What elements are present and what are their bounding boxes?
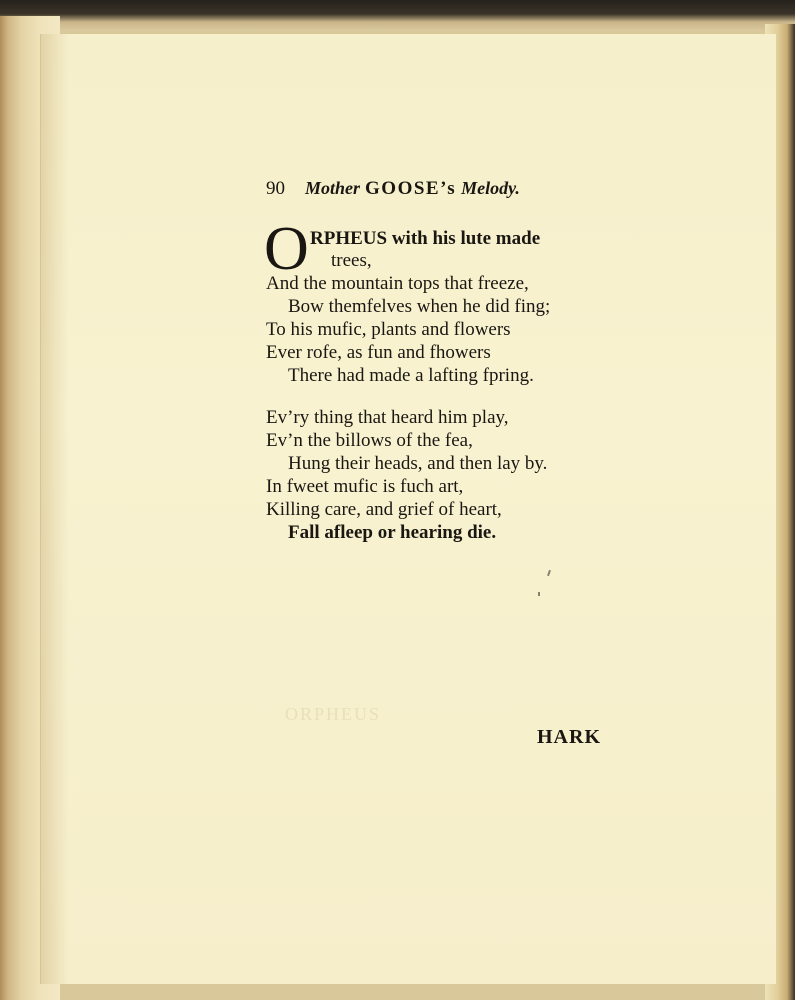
- poem-line: In fweet mufic is fuch art,: [266, 476, 464, 497]
- paper-speck: [538, 592, 540, 596]
- bleed-through-text: ORPHEUS: [285, 704, 382, 724]
- drop-cap: O: [264, 215, 309, 283]
- catchword: HARK: [537, 726, 601, 748]
- poem-line: Fall afleep or hearing die.: [288, 522, 497, 543]
- poem-line: There had made a lafting fpring.: [288, 365, 534, 386]
- poem-line: Ever rofe, as fun and fhowers: [266, 342, 491, 363]
- poem-line: RPHEUS with his lute made: [310, 228, 541, 249]
- poem-line: And the mountain tops that freeze,: [266, 273, 529, 294]
- poem-line: To his mufic, plants and flowers: [266, 319, 511, 340]
- poem-line: Killing care, and grief of heart,: [266, 499, 502, 520]
- poem-line: Bow themfelves when he did fing;: [288, 296, 551, 317]
- header-title-melody: Melody.: [461, 178, 520, 198]
- page-number: 90: [266, 178, 285, 199]
- header-title-goose: GOOSE’s: [365, 178, 457, 199]
- poem-line: trees,: [331, 250, 372, 271]
- running-header: [266, 176, 520, 201]
- poem-line: Hung their heads, and then lay by.: [288, 453, 548, 474]
- poem-line: Ev’ry thing that heard him play,: [266, 407, 509, 428]
- poem-line: Ev’n the billows of the fea,: [266, 430, 473, 451]
- header-title-mother: Mother: [305, 178, 361, 198]
